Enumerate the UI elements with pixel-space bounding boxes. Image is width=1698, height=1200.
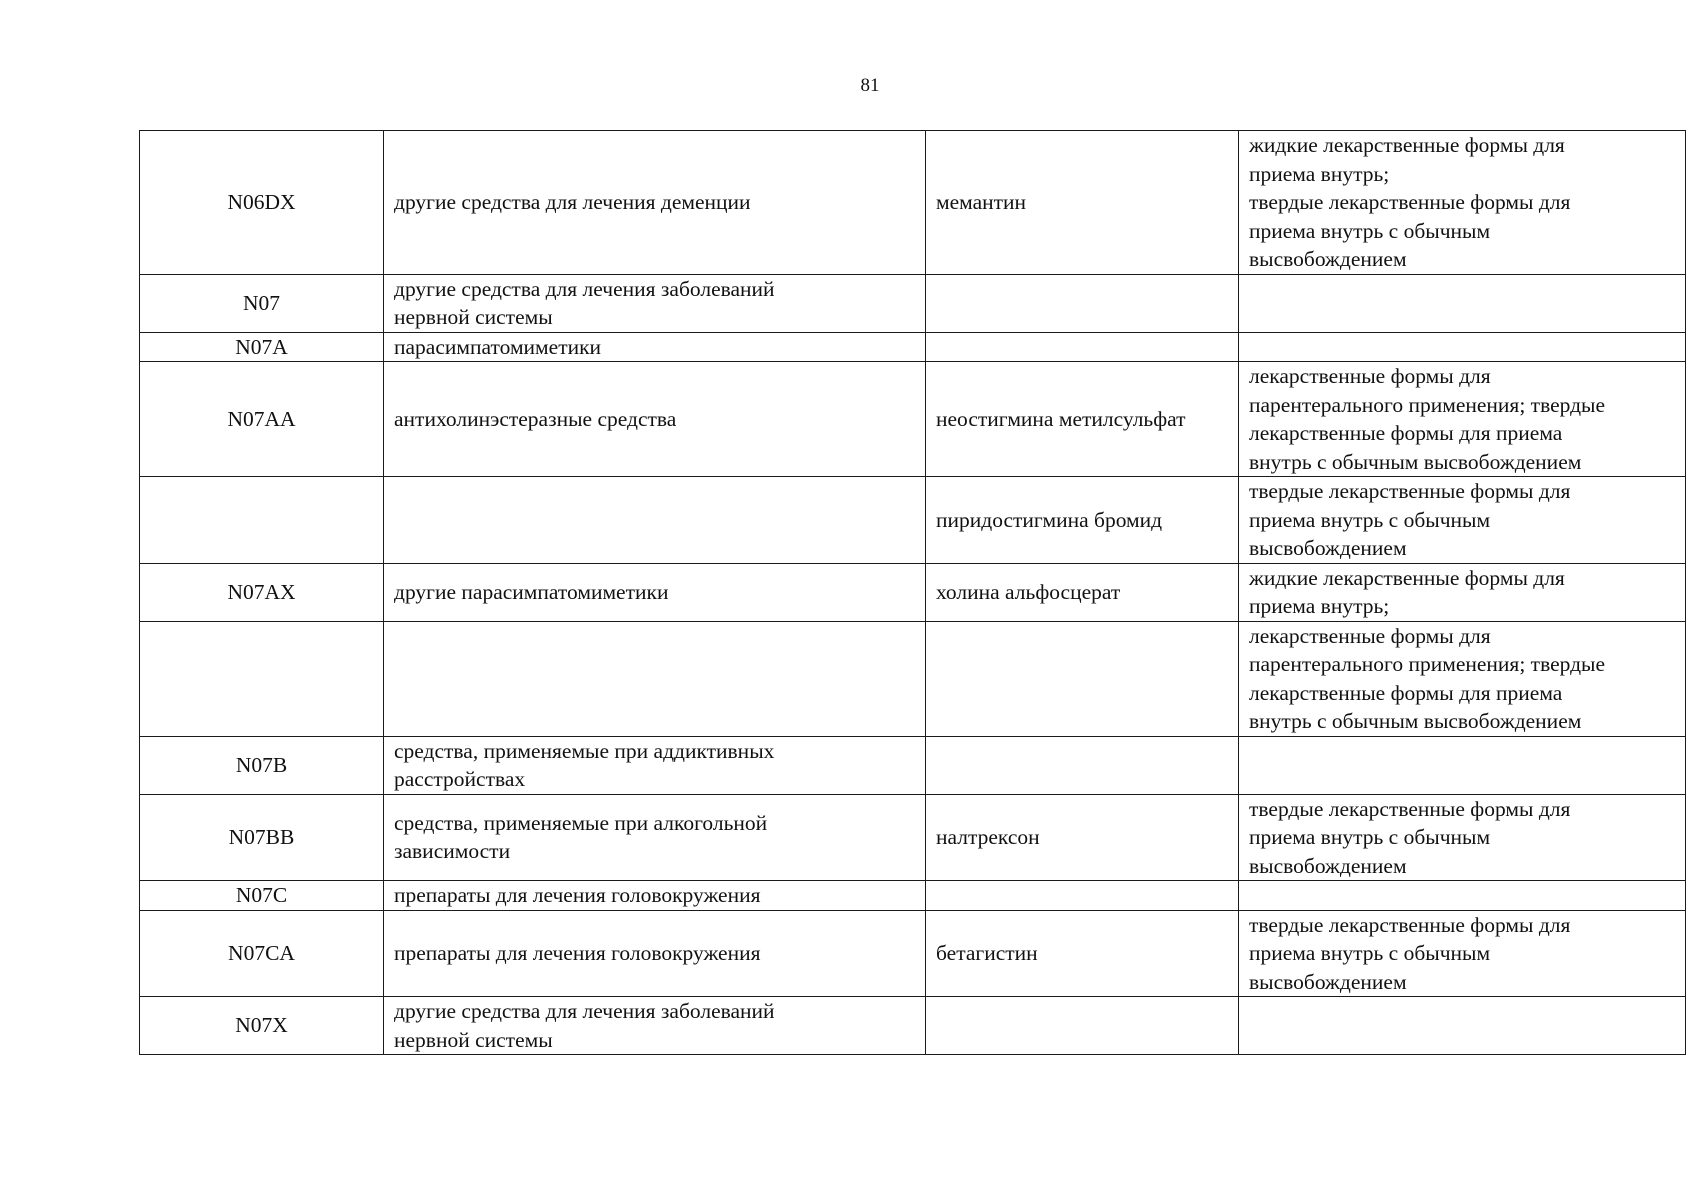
group-name-cell: препараты для лечения головокружения xyxy=(384,881,926,911)
atc-code-cell: N07X xyxy=(140,997,384,1055)
drug-classification-table xyxy=(139,130,1686,1055)
dosage-forms-cell: твердые лекарственные формы для приема внутрь с обычным высвобождением xyxy=(1239,794,1686,881)
atc-code-cell: N07BB xyxy=(140,794,384,881)
atc-code-cell xyxy=(140,477,384,564)
table-row xyxy=(140,131,1686,275)
drug-name-cell: пиридостигмина бромид xyxy=(926,477,1239,564)
group-name-cell: антихолинэстеразные средства xyxy=(384,362,926,477)
atc-code-cell: N07AA xyxy=(140,362,384,477)
group-name-cell: парасимпатомиметики xyxy=(384,332,926,362)
dosage-forms-cell: твердые лекарственные формы для приема внутрь с обычным высвобождением xyxy=(1239,910,1686,997)
drug-name-cell: мемантин xyxy=(926,131,1239,275)
dosage-forms-cell xyxy=(1239,332,1686,362)
table-row xyxy=(140,997,1686,1055)
drug-name-cell xyxy=(926,736,1239,794)
dosage-forms-cell: жидкие лекарственные формы для приема внутрь; xyxy=(1239,563,1686,621)
atc-code-cell: N07CA xyxy=(140,910,384,997)
group-name-cell: другие средства для лечения заболеваний нервной системы xyxy=(384,274,926,332)
table-row xyxy=(140,362,1686,477)
dosage-forms-cell: лекарственные формы для парентерального применения; твердые лекарственные формы для приема внутрь с обычным высвобождением xyxy=(1239,362,1686,477)
page-number: 81 xyxy=(860,75,880,96)
group-name-cell: другие парасимпатомиметики xyxy=(384,563,926,621)
dosage-forms-cell xyxy=(1239,997,1686,1055)
drug-name-cell xyxy=(926,997,1239,1055)
dosage-forms-cell: лекарственные формы для парентерального применения; твердые лекарственные формы для приема внутрь с обычным высвобождением xyxy=(1239,621,1686,736)
atc-code-cell xyxy=(140,621,384,736)
dosage-forms-cell: жидкие лекарственные формы для приема внутрь; твердые лекарственные формы для приема внутрь с обычным высвобождением xyxy=(1239,131,1686,275)
table-row xyxy=(140,563,1686,621)
dosage-forms-cell xyxy=(1239,736,1686,794)
atc-code-cell: N06DX xyxy=(140,131,384,275)
group-name-cell: другие средства для лечения деменции xyxy=(384,131,926,275)
drug-name-cell: бетагистин xyxy=(926,910,1239,997)
atc-code-cell: N07A xyxy=(140,332,384,362)
group-name-cell: средства, применяемые при аддиктивных расстройствах xyxy=(384,736,926,794)
dosage-forms-cell xyxy=(1239,274,1686,332)
atc-code-cell: N07 xyxy=(140,274,384,332)
table-row xyxy=(140,881,1686,911)
atc-code-cell: N07B xyxy=(140,736,384,794)
group-name-cell: препараты для лечения головокружения xyxy=(384,910,926,997)
table-row xyxy=(140,621,1686,736)
dosage-forms-cell: твердые лекарственные формы для приема внутрь с обычным высвобождением xyxy=(1239,477,1686,564)
table-row xyxy=(140,477,1686,564)
table-row xyxy=(140,274,1686,332)
table-row xyxy=(140,332,1686,362)
drug-name-cell: холина альфосцерат xyxy=(926,563,1239,621)
drug-name-cell: неостигмина метилсульфат xyxy=(926,362,1239,477)
group-name-cell xyxy=(384,621,926,736)
table-row xyxy=(140,794,1686,881)
drug-name-cell xyxy=(926,274,1239,332)
group-name-cell: средства, применяемые при алкогольной зависимости xyxy=(384,794,926,881)
table-row xyxy=(140,736,1686,794)
drug-name-cell xyxy=(926,621,1239,736)
drug-name-cell: налтрексон xyxy=(926,794,1239,881)
table-row xyxy=(140,910,1686,997)
dosage-forms-cell xyxy=(1239,881,1686,911)
group-name-cell xyxy=(384,477,926,564)
drug-name-cell xyxy=(926,332,1239,362)
drug-name-cell xyxy=(926,881,1239,911)
atc-code-cell: N07C xyxy=(140,881,384,911)
group-name-cell: другие средства для лечения заболеваний нервной системы xyxy=(384,997,926,1055)
atc-code-cell: N07AX xyxy=(140,563,384,621)
